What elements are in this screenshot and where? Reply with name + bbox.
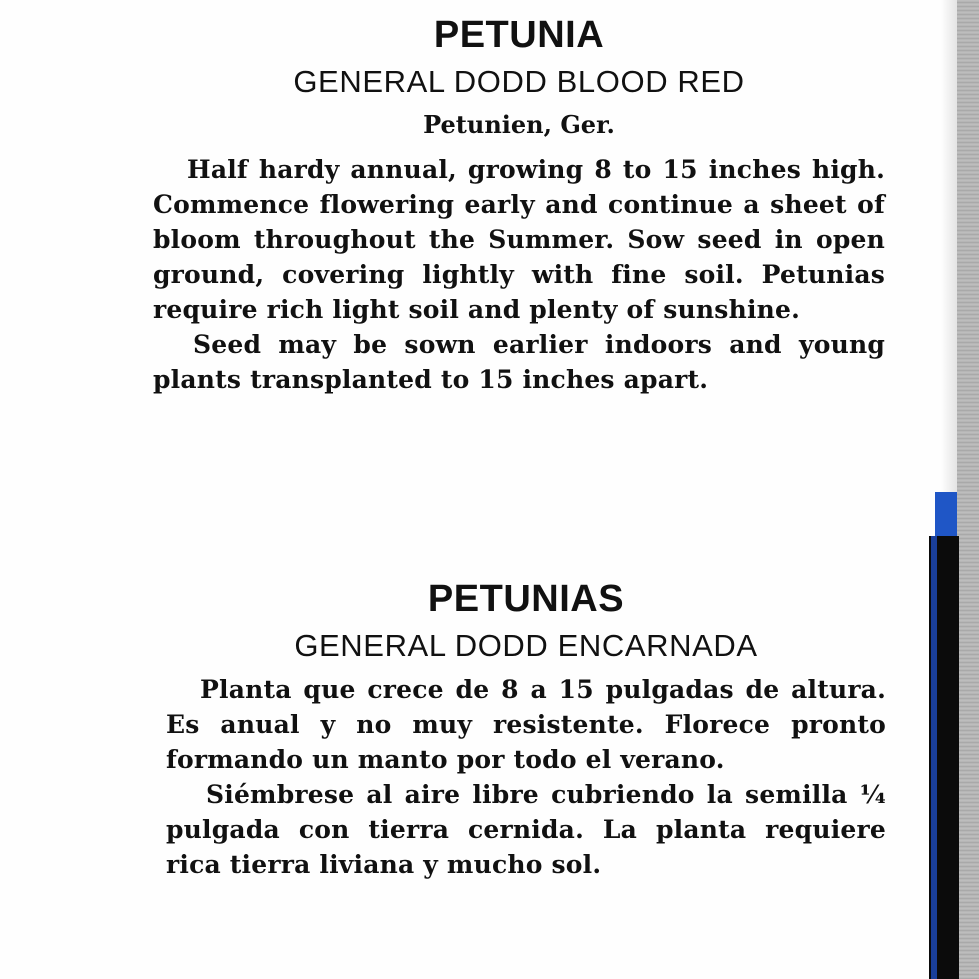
- spanish-title: PETUNIAS: [427, 578, 625, 620]
- english-variety-name: GENERAL DODD BLOOD RED: [293, 64, 745, 99]
- spanish-paragraph-1: Planta que crece de 8 a 15 pulgadas de altura. Es anual y no muy resistente. Florece pronto formando un manto por todo el verano.: [166, 675, 886, 774]
- english-title: PETUNIA: [433, 14, 605, 56]
- band-blue-edge-decoration: [931, 536, 937, 979]
- spanish-paragraph-2: Siémbrese al aire libre cubriendo la semilla ¼ pulgada con tierra cernida. La planta requiere rica tierra liviana y mucho sol.: [166, 780, 886, 879]
- english-paragraph-1: Half hardy annual, growing 8 to 15 inches high. Commence flowering early and continue a sheet of bloom throughout the Summer. Sow seed in open ground, covering lightly with fine soil. Petunias require rich light soil and plenty of sunshine.: [153, 155, 885, 324]
- english-section: [153, 10, 885, 397]
- packet-edge-texture: [957, 0, 979, 979]
- spanish-section: [166, 574, 886, 882]
- spanish-variety-name: GENERAL DODD ENCARNADA: [294, 628, 758, 663]
- blue-stripe-decoration: [935, 492, 957, 538]
- german-name: Petunien, Ger.: [423, 110, 615, 139]
- english-paragraph-2: Seed may be sown earlier indoors and young plants transplanted to 15 inches apart.: [153, 330, 885, 394]
